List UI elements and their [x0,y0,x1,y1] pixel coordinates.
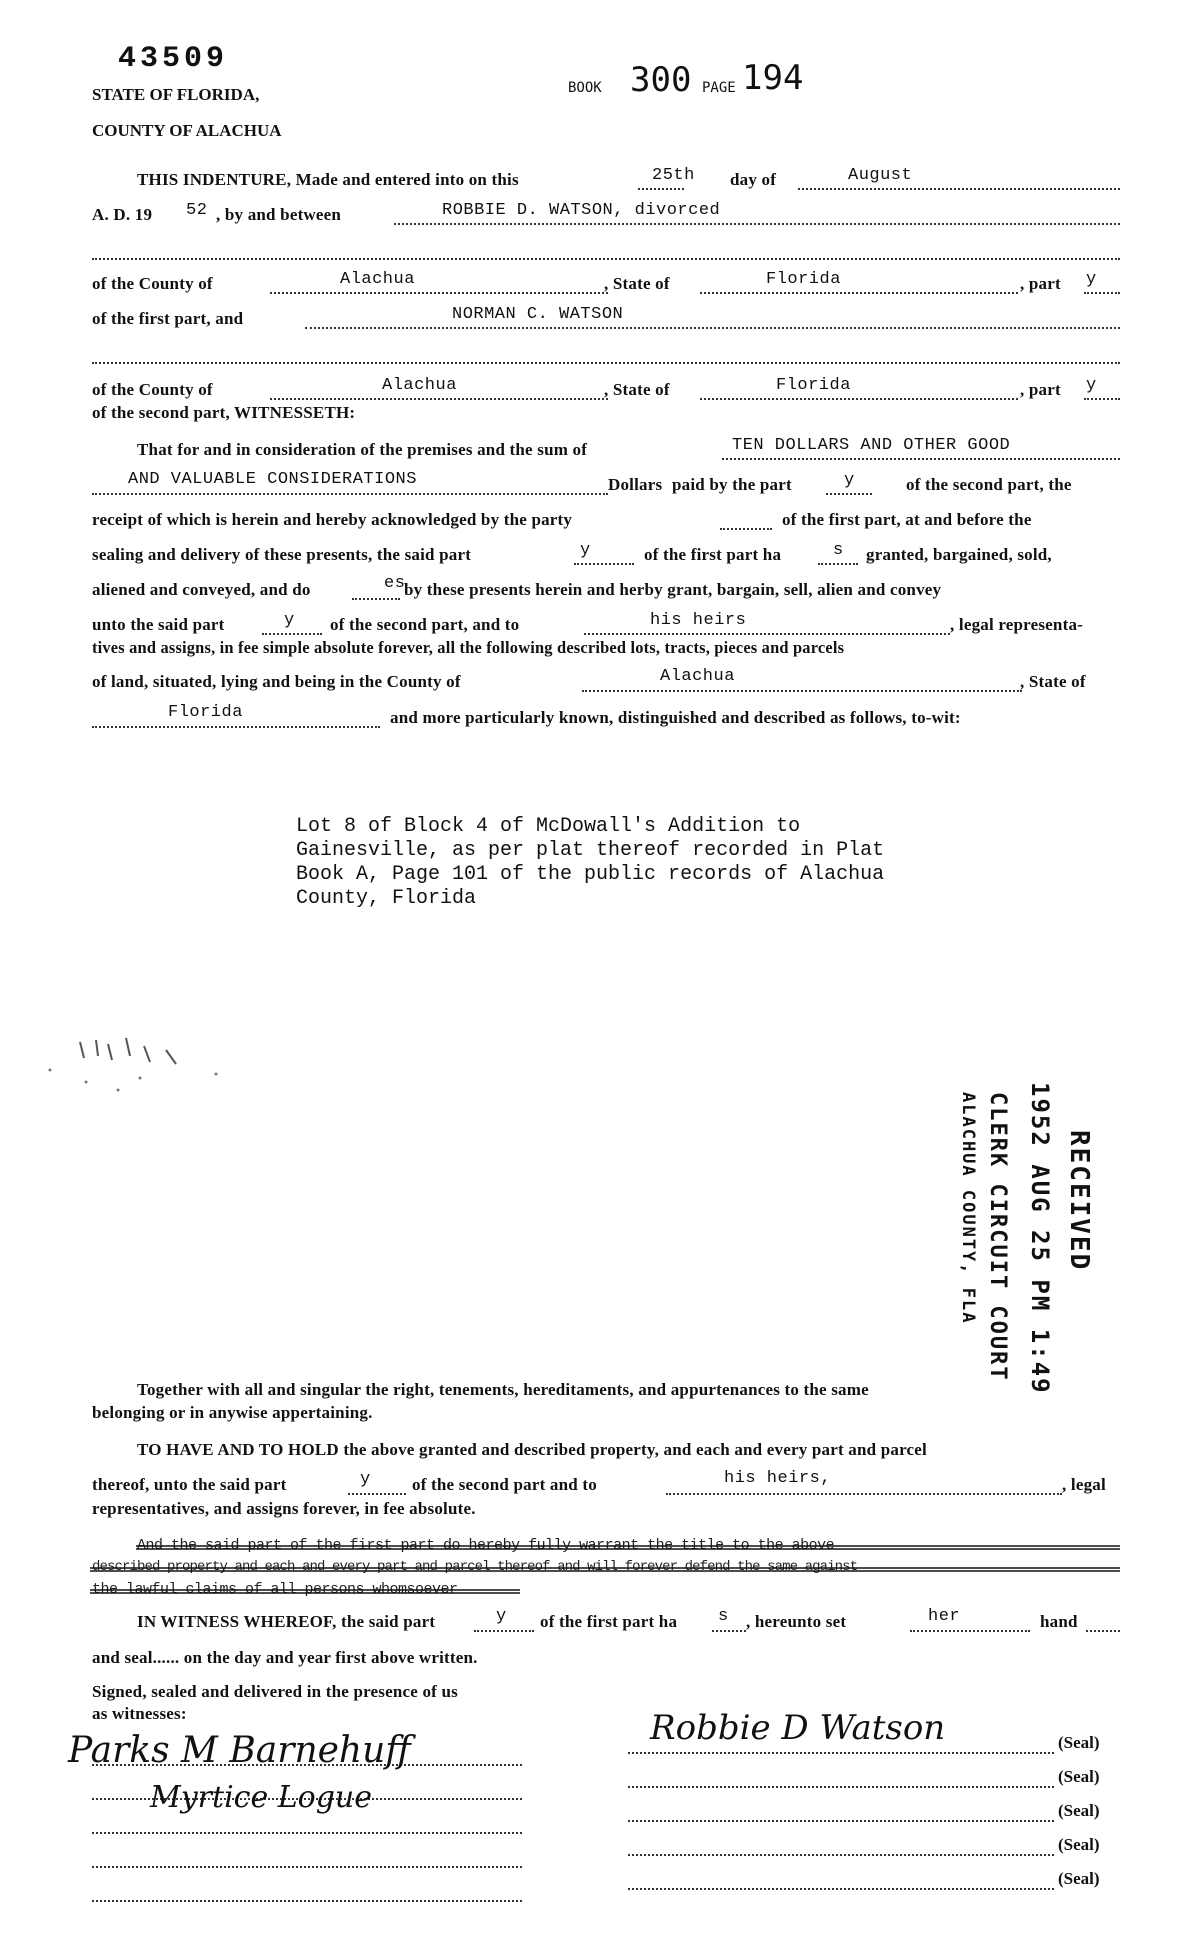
habendum-line-2b: of the second part and to [412,1475,597,1494]
witness-text-a: IN WITNESS WHEREOF, the said part [137,1612,436,1631]
state-of-label-2: , State of [604,380,670,399]
book-number: 300 [630,60,692,100]
seal-sig-line-1 [628,1752,1054,1754]
book-label: BOOK [568,80,602,96]
habendum-line-2a: thereof, unto the said part [92,1475,287,1494]
second-state-value: Florida [776,376,851,395]
witness-text-c: , hereunto set [746,1612,847,1631]
between-label: , by and between [216,205,342,224]
seal-line: and seal...... on the day and year first above written. [92,1648,478,1667]
page-label: PAGE [702,80,736,96]
received-stamp-line-1: RECEIVED [1064,1130,1094,1272]
received-stamp-line-2: 1952 AUG 25 PM 1:49 [1026,1082,1054,1395]
county-line: COUNTY OF ALACHUA [92,121,282,140]
consideration-text-1: TEN DOLLARS AND OTHER GOOD [732,436,1011,455]
first-part-and-label: of the first part, and [92,309,244,328]
witness-signature-2: Myrtice Logue [150,1780,373,1815]
state-line: STATE OF FLORIDA, [92,85,260,104]
habendum-line-1: TO HAVE AND TO HOLD the above granted and described property, and each and every part and parcel [137,1440,927,1459]
received-stamp-line-3: CLERK CIRCUIT COURT [985,1092,1010,1382]
legal-description-line-1: Lot 8 of Block 4 of McDowall's Addition to [296,815,801,838]
struck-warranty-line-1: And the said part of the first part do hereby fully warrant the title to the above [137,1537,835,1554]
indenture-text: THIS INDENTURE, Made and entered into on this [137,170,519,189]
day-of-label: day of [730,170,777,189]
sealing-text-c: granted, bargained, sold, [866,545,1052,564]
seal-label-3: (Seal) [1058,1801,1100,1820]
land-county-value: Alachua [660,667,735,686]
habendum-line-3: representatives, and assigns forever, in fee absolute. [92,1499,476,1518]
second-part-witnesseth: of the second part, WITNESSETH: [92,403,356,422]
has-suffix: s [833,541,844,560]
struck-warranty-line-3: the lawful claims of all persons whomsoever [92,1581,458,1598]
legal-description-line-2: Gainesville, as per plat thereof recorded in Plat [296,839,885,862]
year-value: 52 [186,201,208,220]
strikethrough-overstrike [90,1530,1130,1604]
ad-label: A. D. 19 [92,205,153,224]
seal-label-1: (Seal) [1058,1733,1100,1752]
unto-party-suffix: y [284,611,295,630]
land-state-value: Florida [168,703,243,722]
witness-sig-line-5 [92,1900,522,1902]
received-stamp-line-4: ALACHUA COUNTY, FLA [958,1092,978,1325]
party-suffix-2: y [1086,376,1097,395]
consideration-intro: That for and in consideration of the premises and the sum of [137,440,588,459]
seal-sig-line-4 [628,1854,1054,1856]
county-of-label-1: of the County of [92,274,213,293]
first-party-name: ROBBIE D. WATSON, divorced [442,201,721,220]
second-party-name: NORMAN C. WATSON [452,305,624,324]
document-number: 43509 [118,42,229,76]
seal-sig-line-3 [628,1820,1054,1822]
county-of-label-2: of the County of [92,380,213,399]
seal-label-4: (Seal) [1058,1835,1100,1854]
first-county-value: Alachua [340,270,415,289]
unto-text-b: of the second part, and to [330,615,520,634]
unto-text-a: unto the said part [92,615,225,634]
day-value: 25th [652,166,695,185]
grantor-signature: Robbie D Watson [650,1708,946,1748]
witness-text-d: hand [1040,1612,1078,1631]
sealing-text-b: of the first part ha [644,545,782,564]
aliened-text-a: aliened and conveyed, and do [92,580,311,599]
witness-has-suffix: s [718,1607,729,1626]
witness-party-suffix: y [496,1607,507,1626]
page-number: 194 [742,58,804,98]
signed-line-2: as witnesses: [92,1704,187,1723]
consideration-text-2: AND VALUABLE CONSIDERATIONS [128,470,417,489]
heirs-value: his heirs [650,611,747,630]
legal-description-line-3: Book A, Page 101 of the public records of Alachua [296,863,885,886]
witness-sig-line-3 [92,1832,522,1834]
dollars-label: Dollars [608,475,663,494]
seal-sig-line-5 [628,1888,1054,1890]
seal-label-2: (Seal) [1058,1767,1100,1786]
receipt-line-end: of the first part, at and before the [782,510,1032,529]
state-of-end: , State of [1020,672,1086,691]
paid-text-a: paid by the part [672,475,792,494]
together-line-2: belonging or in anywise appertaining. [92,1403,373,1422]
signed-line-1: Signed, sealed and delivered in the presence of us [92,1682,458,1701]
land-line: of land, situated, lying and being in the County of [92,672,461,691]
legal-description-line-4: County, Florida [296,887,477,910]
second-county-value: Alachua [382,376,457,395]
witness-signature-1: Parks M Barnehuff [68,1730,411,1771]
seal-sig-line-2 [628,1786,1054,1788]
party-suffix-1: y [1086,270,1097,289]
together-line-1: Together with all and singular the right, tenements, hereditaments, and appurtenances to the same [137,1380,869,1399]
sealing-party-suffix: y [580,541,591,560]
paid-text-b: of the second part, the [906,475,1072,494]
habendum-heirs: his heirs, [724,1469,832,1488]
paid-party-suffix: y [844,471,855,490]
tives-line: tives and assigns, in fee simple absolute forever, all the following described lots, tracts, pieces and parcels [92,638,845,657]
seal-label-5: (Seal) [1058,1869,1100,1888]
witness-text-b: of the first part ha [540,1612,678,1631]
does-suffix: es [384,574,406,593]
struck-warranty-line-2: described property and each and every part and parcel thereof and will forever defend the same against [92,1559,858,1575]
unto-text-c: , legal representa- [950,615,1084,634]
first-state-value: Florida [766,270,841,289]
party-label-2: , part [1020,380,1061,399]
state-of-label-1: , State of [604,274,670,293]
habendum-line-2c: , legal [1062,1475,1106,1494]
known-line: and more particularly known, distinguished and described as follows, to-wit: [390,708,961,727]
habendum-party-suffix: y [360,1470,371,1489]
month-value: August [848,166,913,185]
party-label-1: , part [1020,274,1061,293]
faint-marks [40,1030,230,1100]
aliened-text-b: by these presents herein and herby grant, bargain, sell, alien and convey [404,580,942,599]
receipt-line: receipt of which is herein and hereby acknowledged by the party [92,510,573,529]
witness-sig-line-4 [92,1866,522,1868]
witness-pronoun: her [928,1607,961,1626]
sealing-text-a: sealing and delivery of these presents, the said part [92,545,472,564]
